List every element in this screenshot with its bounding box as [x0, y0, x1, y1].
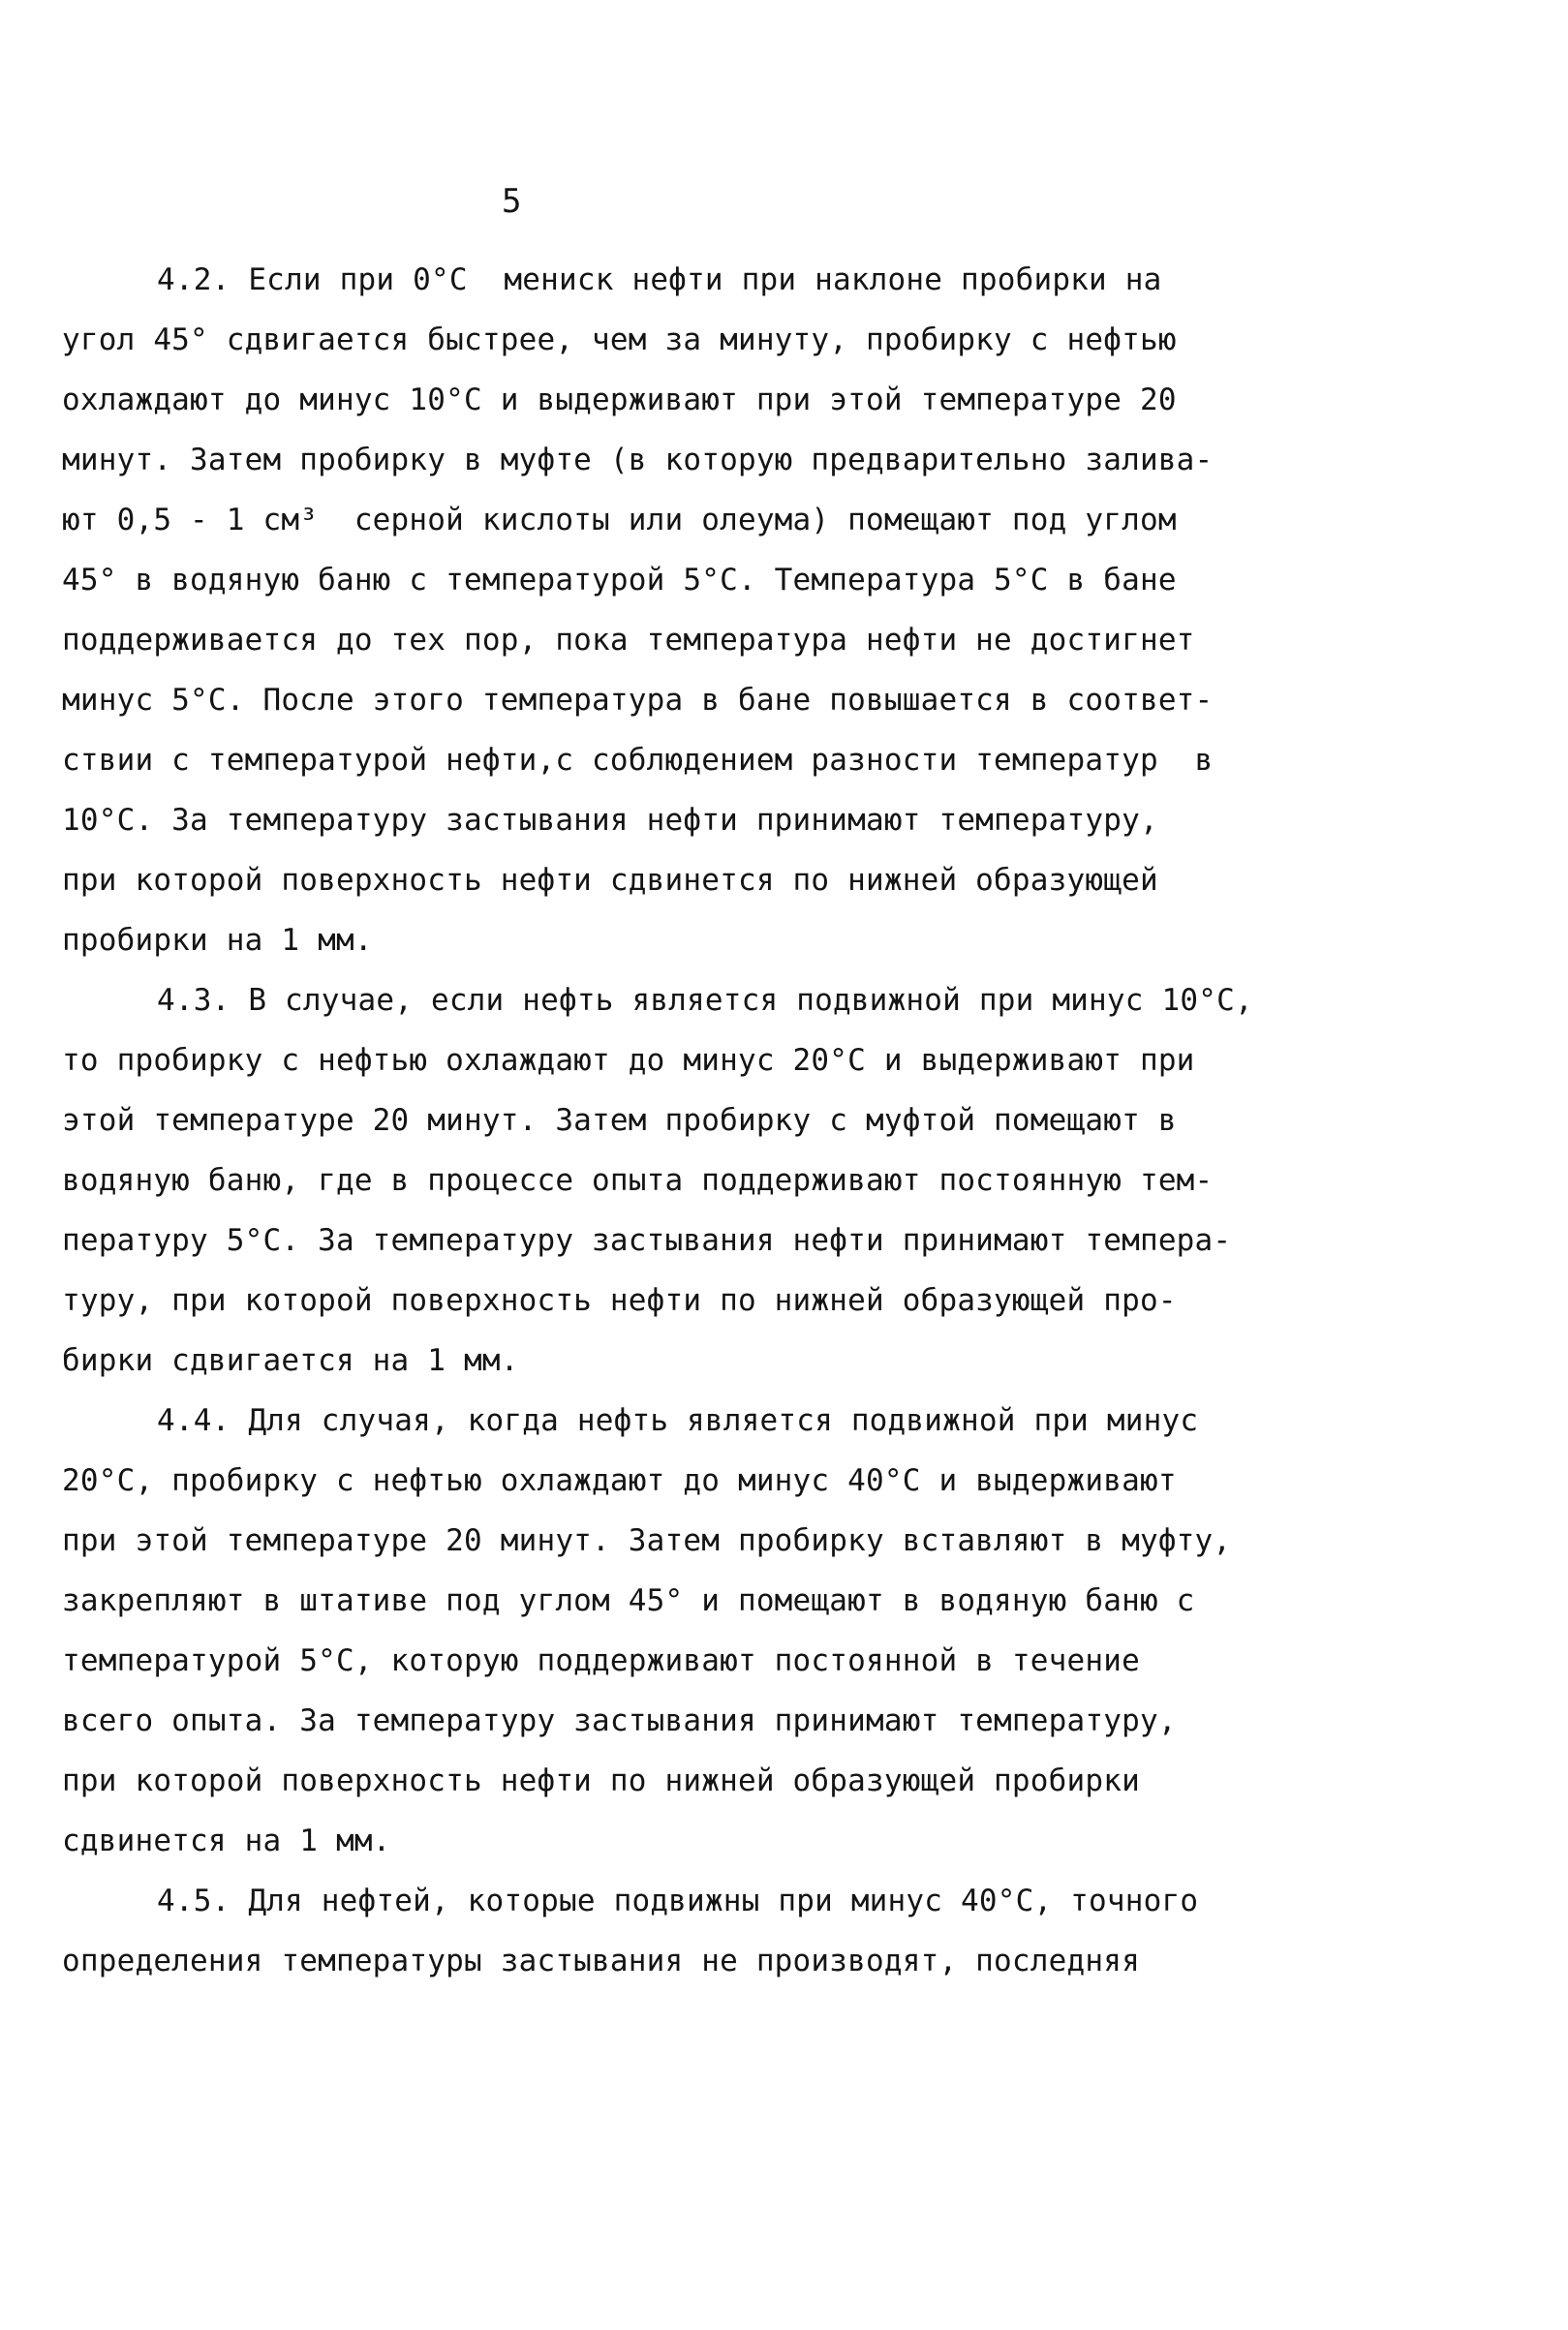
text-line: ют 0,5 - 1 см³ серной кислоты или олеума) помещают под углом [62, 503, 1177, 537]
text-line: пробирки на 1 мм. [62, 923, 373, 958]
text-line: при этой температуре 20 минут. Затем пробирку вставляют в муфту, [62, 1523, 1232, 1558]
body-text [62, 250, 1263, 1991]
text-line: бирки сдвигается на 1 мм. [62, 1343, 519, 1378]
text-line: минут. Затем пробирку в муфте (в которую предварительно залива- [62, 443, 1214, 477]
text-line: при которой поверхность нефти по нижней образующей пробирки [62, 1763, 1140, 1798]
text-line: 4.3. В случае, если нефть является подвижной при минус 10°C, [157, 983, 1253, 1018]
text-line: 4.4. Для случая, когда нефть является подвижной при минус [157, 1403, 1199, 1438]
text-line: охлаждают до минус 10°C и выдерживают при этой температуре 20 [62, 383, 1177, 417]
text-line: то пробирку с нефтью охлаждают до минус 20°C и выдерживают при [62, 1043, 1195, 1078]
text-line: 45° в водяную баню с температурой 5°C. Температура 5°C в бане [62, 563, 1177, 598]
text-line: при которой поверхность нефти сдвинется по нижней образующей [62, 863, 1158, 898]
text-line: определения температуры застывания не производят, последняя [62, 1944, 1140, 1978]
text-line: 4.2. Если при 0°C мениск нефти при наклоне пробирки на [157, 262, 1162, 297]
text-line: поддерживается до тех пор, пока температура нефти не достигнет [62, 623, 1195, 658]
text-line: всего опыта. За температуру застывания принимают температуру, [62, 1703, 1177, 1738]
text-line: сдвинется на 1 мм. [62, 1824, 391, 1858]
page-number: 5 [502, 182, 522, 221]
text-line: водяную баню, где в процессе опыта поддерживают постоянную тем- [62, 1163, 1214, 1198]
text-line: 4.5. Для нефтей, которые подвижны при минус 40°C, точного [157, 1884, 1199, 1918]
text-line: 10°C. За температуру застывания нефти принимают температуру, [62, 803, 1158, 838]
text-line: этой температуре 20 минут. Затем пробирку с муфтой помещают в [62, 1103, 1177, 1138]
text-line: минус 5°C. После этого температура в бане повышается в соответ- [62, 683, 1214, 718]
text-line: температурой 5°C, которую поддерживают постоянной в течение [62, 1643, 1140, 1678]
text-line: ствии с температурой нефти,с соблюдением разности температур в [62, 743, 1214, 778]
text-line: 20°C, пробирку с нефтью охлаждают до минус 40°C и выдерживают [62, 1463, 1177, 1498]
text-line: туру, при которой поверхность нефти по нижней образующей про- [62, 1283, 1177, 1318]
text-line: пературу 5°C. За температуру застывания нефти принимают темпера- [62, 1223, 1232, 1258]
text-line: закрепляют в штативе под углом 45° и помещают в водяную баню с [62, 1583, 1195, 1618]
text-line: угол 45° сдвигается быстрее, чем за минуту, пробирку с нефтью [62, 322, 1177, 357]
